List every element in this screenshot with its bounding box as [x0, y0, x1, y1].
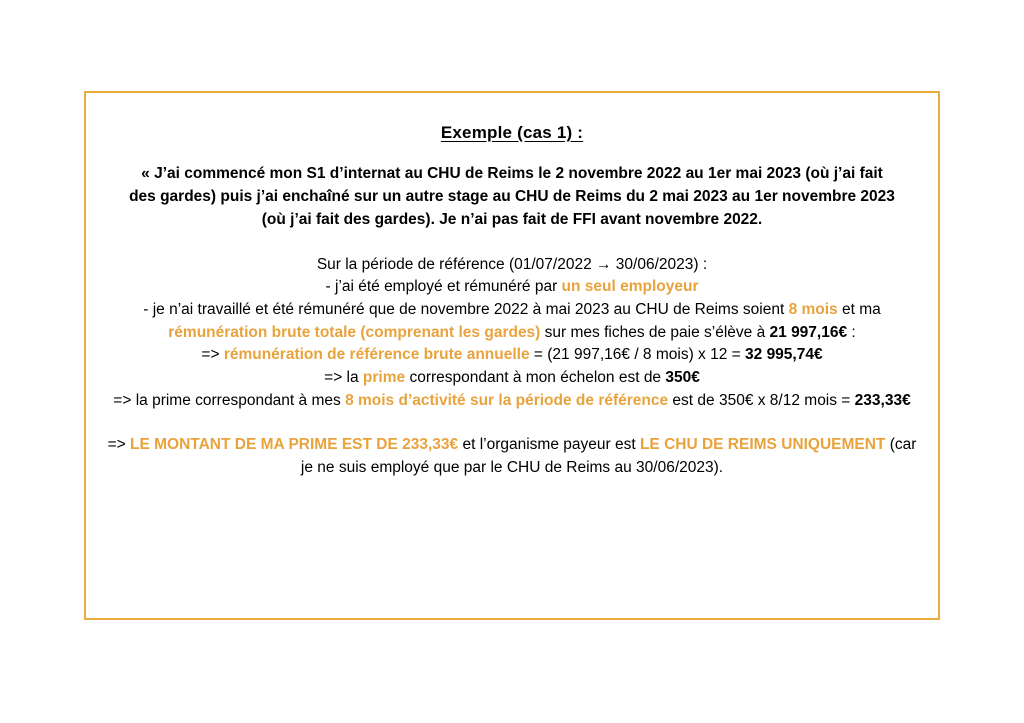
prorated-bonus-line: => la prime correspondant à mes 8 mois d’activité sur la période de référence est de 350€ x 8/12 mois = 233,33€: [113, 391, 911, 409]
explanation-body: [102, 254, 922, 480]
paragraph-spacer: [102, 412, 922, 434]
single-employer-line: - j’ai été employé et rémunéré par un seul employeur: [325, 278, 699, 296]
bordered-content-frame: [84, 91, 940, 620]
value-prorated-bonus: 233,33€: [854, 391, 911, 409]
highlight-activity-months: 8 mois d’activité sur la période de référence: [345, 391, 669, 409]
echelon-bonus-line: => la prime correspondant à mon échelon est de 350€: [324, 368, 700, 386]
value-echelon-bonus: 350€: [665, 368, 700, 386]
value-total-gross: 21 997,16€: [769, 323, 848, 341]
annual-reference-line: => rémunération de référence brute annuelle = (21 997,16€ / 8 mois) x 12 = 32 995,74€: [201, 346, 823, 364]
page-title: Exemple (cas 1) :: [440, 123, 584, 142]
highlight-eight-months: 8 mois: [788, 301, 838, 319]
reference-period-line: Sur la période de référence (01/07/2022 → 30/06/2023) :: [316, 255, 708, 273]
value-annual-reference: 32 995,74€: [745, 346, 823, 364]
intro-paragraph: « J’ai commencé mon S1 d’internat au CHU de Reims le 2 novembre 2022 au 1er mai 2023 (où j’ai fait des gardes) puis j’ai enchaîné sur un autre stage au CHU de Reims du 2 mai 2023 au 1er novembre 2023 (où j’ai fait des gardes). Je n’ai pas fait de FFI avant novembre 2022.: [129, 165, 895, 228]
highlight-single-employer: un seul employeur: [561, 278, 699, 296]
conclusion-line: => LE MONTANT DE MA PRIME EST DE 233,33€ et l’organisme payeur est LE CHU DE REIMS UNIQUEMENT (car je ne suis employé que par le CHU de Reims au 30/06/2023).: [107, 436, 917, 476]
highlight-final-amount: LE MONTANT DE MA PRIME EST DE 233,33€: [130, 436, 459, 454]
highlight-prime: prime: [362, 368, 406, 386]
highlight-paying-organization: LE CHU DE REIMS UNIQUEMENT: [639, 436, 886, 454]
gross-remuneration-line: - je n’ai travaillé et été rémunéré que de novembre 2022 à mai 2023 au CHU de Reims soient 8 mois et ma rémunération brute totale (comprenant les gardes) sur mes fiches de paie s’élève à 21 997,16€ :: [143, 301, 881, 341]
highlight-total-gross-remuneration: rémunération brute totale (comprenant les gardes): [168, 323, 541, 341]
highlight-annual-reference: rémunération de référence brute annuelle: [223, 346, 530, 364]
